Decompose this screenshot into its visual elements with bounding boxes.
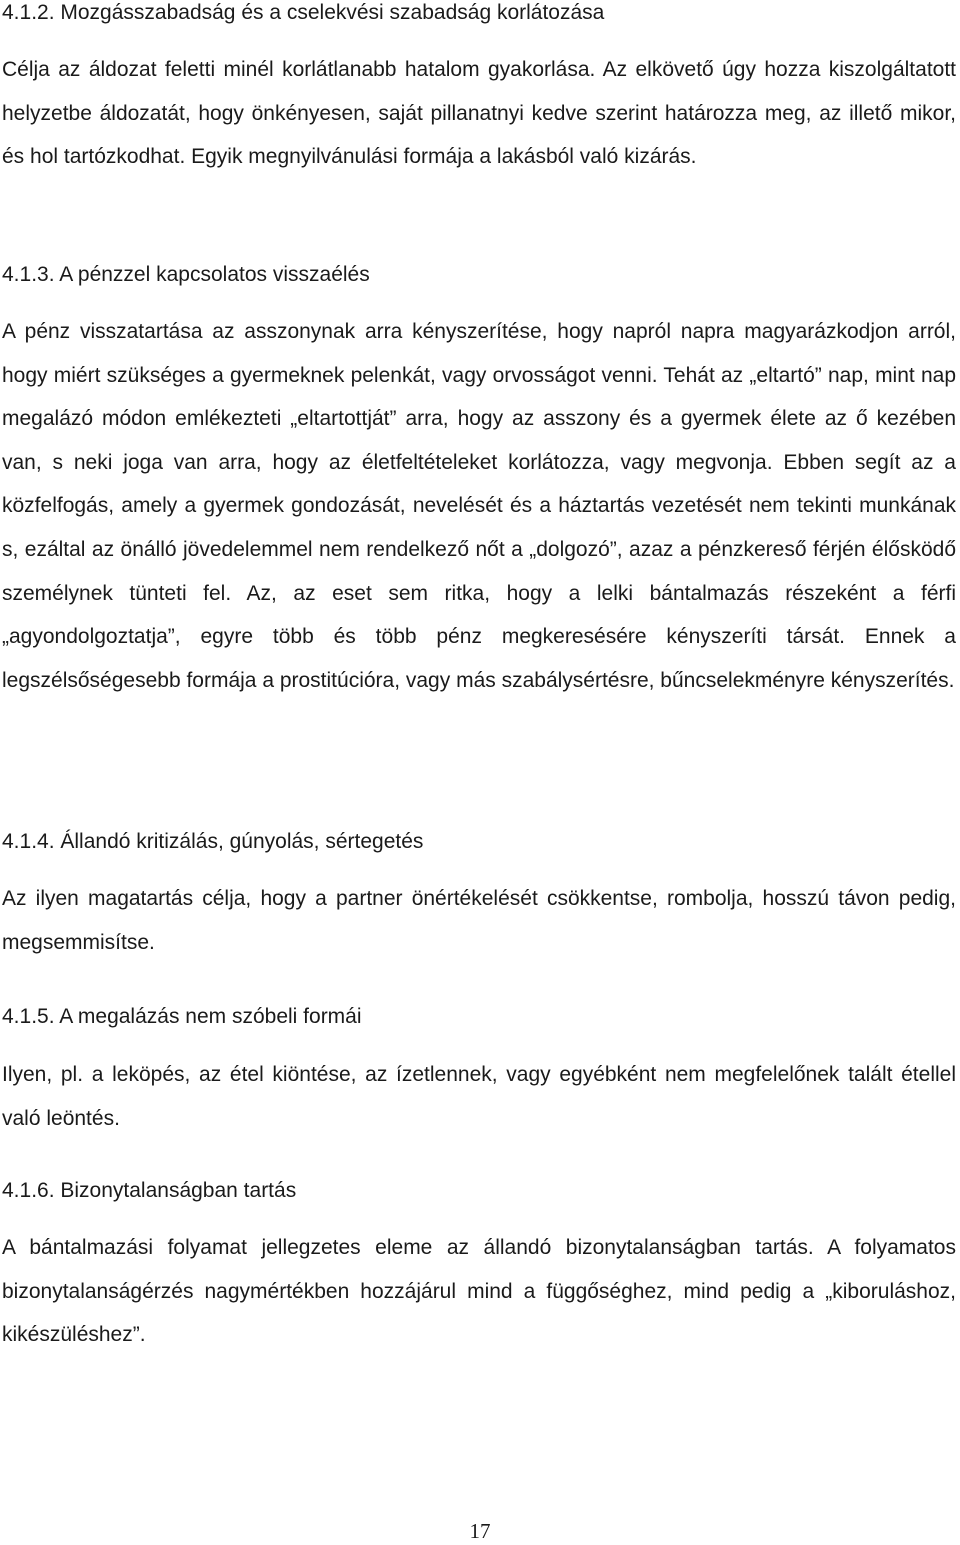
section-heading-4-1-3: 4.1.3. A pénzzel kapcsolatos visszaélés xyxy=(2,263,370,286)
section-body-4-1-2: Célja az áldozat feletti minél korlátlanabb hatalom gyakorlása. Az elkövető úgy hozza kiszolgáltatott helyzetbe áldozatát, hogy önkényesen, saját pillanatnyi kedve szerint határozza meg, az illető mikor, és hol tartózkodhat. Egyik megnyilvánulási formája a lakásból való kizárás. xyxy=(2,58,956,169)
section-body-4-1-3: A pénz visszatartása az asszonynak arra kényszerítése, hogy napról napra magyarázkodjon arról, hogy miért szükséges a gyermeknek pelenkát, vagy orvosságot venni. Tehát az „eltartó” nap, mint nap megalázó módon emlékezteti „eltartottját” arra, hogy az asszony és a gyermek élete az ő kezében van, s neki joga van arra, hogy az életfeltételeket korlátozza, vagy megvonja. Ebben segít az a közfelfogás, amely a gyermek gondozását, nevelését és a háztartás vezetését nem tekinti munkának s, ezáltal az önálló jövedelemmel nem rendelkező nőt a „dolgozó”, azaz a pénzkereső férjén élősködő személynek tünteti fel. Az, az eset sem ritka, hogy a lelki bántalmazás részeként a férfi „agyondolgoztatja”, egyre több és több pénz megkeresésére kényszeríti társát. Ennek a legszélsőségesebb formája a prostitúcióra, vagy más szabálysértésre, bűncselekményre kényszerítés. xyxy=(2,320,956,692)
section-heading-4-1-4: 4.1.4. Állandó kritizálás, gúnyolás, sértegetés xyxy=(2,830,424,853)
section-body-4-1-5: Ilyen, pl. a leköpés, az étel kiöntése, az ízetlennek, vagy egyébként nem megfelelőnek talált étellel való leöntés. xyxy=(2,1063,956,1130)
section-heading-4-1-6: 4.1.6. Bizonytalanságban tartás xyxy=(2,1179,297,1202)
section-heading-4-1-2: 4.1.2. Mozgásszabadság és a cselekvési szabadság korlátozása xyxy=(2,1,605,24)
section-body-4-1-6: A bántalmazási folyamat jellegzetes eleme az állandó bizonytalanságban tartás. A folyamatos bizonytalanságérzés nagymértékben hozzájárul mind a függőséghez, mind pedig a „kiboruláshoz, kikészüléshez”. xyxy=(2,1236,956,1347)
page-number: 17 xyxy=(469,1519,491,1543)
section-heading-4-1-5: 4.1.5. A megalázás nem szóbeli formái xyxy=(2,1005,362,1028)
section-body-4-1-4: Az ilyen magatartás célja, hogy a partner önértékelését csökkentse, rombolja, hosszú távon pedig, megsemmisítse. xyxy=(2,887,956,954)
